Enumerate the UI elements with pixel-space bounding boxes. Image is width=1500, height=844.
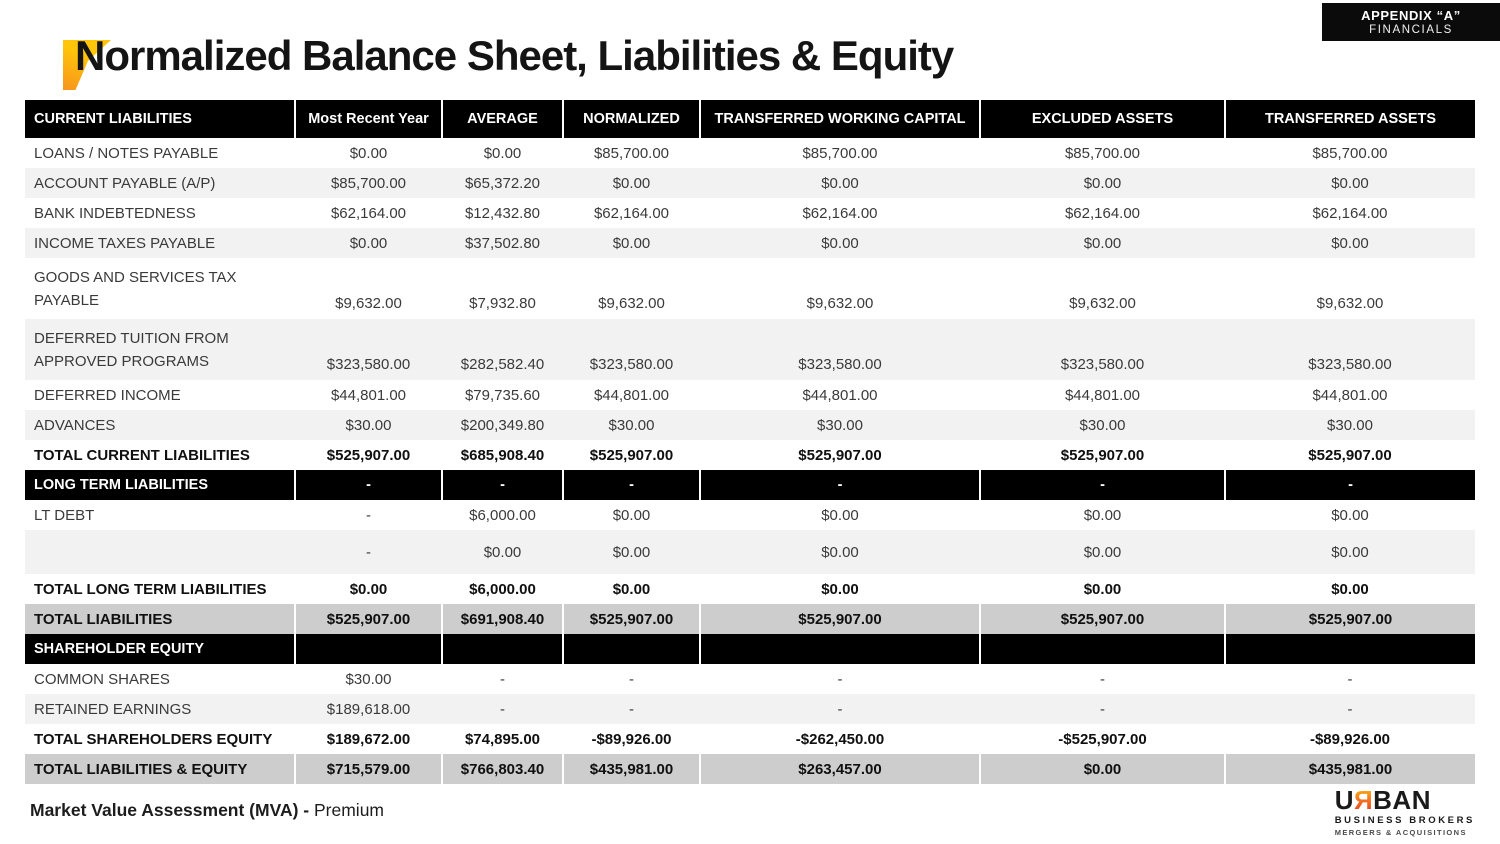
cell-value: $30.00 [563, 410, 700, 440]
cell-value: $62,164.00 [330, 204, 407, 222]
row-label: LOANS / NOTES PAYABLE [34, 144, 219, 162]
cell-value: $715,579.00 [295, 754, 442, 784]
cell-value [980, 634, 1225, 664]
row-label: DEFERRED TUITION FROM APPROVED PROGRAMS [25, 319, 295, 380]
cell-value: - [295, 470, 442, 500]
table-row [25, 380, 1475, 410]
table-body [25, 138, 1475, 784]
cell-value: $0.00 [980, 168, 1225, 198]
section-header-row [25, 470, 1475, 500]
table-row [25, 724, 1475, 754]
cell-value: $525,907.00 [295, 604, 442, 634]
balance-sheet-table-wrap [25, 100, 1475, 784]
cell-value: $74,895.00 [464, 730, 541, 748]
cell-value: $525,907.00 [1060, 446, 1145, 464]
cell-value: - [700, 470, 980, 500]
cell-value: $323,580.00 [1225, 319, 1475, 380]
cell-value: $323,580.00 [700, 319, 980, 380]
table-header-row [25, 100, 1475, 138]
cell-value: $85,700.00 [1312, 144, 1388, 162]
cell-value: $9,632.00 [1316, 295, 1384, 312]
cell-value: $85,700.00 [1064, 144, 1141, 162]
cell-value: - [295, 530, 442, 574]
cell-value: $0.00 [1083, 506, 1122, 524]
row-label: LONG TERM LIABILITIES [25, 470, 295, 500]
logo-line3: MERGERS & ACQUISITIONS [1334, 827, 1467, 837]
logo-wordmark: UЯBAN [1334, 785, 1431, 815]
cell-value: $0.00 [1331, 506, 1369, 524]
cell-value: $65,372.20 [442, 168, 563, 198]
cell-value: $44,801.00 [802, 386, 878, 404]
cell-value: $525,907.00 [1225, 604, 1475, 634]
cell-value: $30.00 [1225, 410, 1475, 440]
cell-value [1225, 634, 1475, 664]
cell-value: - [837, 670, 843, 688]
cell-value: $0.00 [1331, 580, 1369, 598]
row-label: COMMON SHARES [34, 670, 170, 688]
footer-note-regular: Premium [314, 800, 385, 820]
row-label [25, 530, 295, 574]
cell-value: -$89,926.00 [591, 730, 672, 748]
table-row [25, 500, 1475, 530]
cell-value: $37,502.80 [442, 228, 563, 258]
cell-value: $525,907.00 [700, 604, 980, 634]
logo-reversed-r-icon: Я [1353, 785, 1374, 815]
cell-value: $282,582.40 [442, 319, 563, 380]
cell-value: - [980, 694, 1225, 724]
cell-value: - [563, 694, 700, 724]
cell-value: $766,803.40 [442, 754, 563, 784]
cell-value: $9,632.00 [1069, 295, 1136, 312]
cell-value: $44,801.00 [330, 386, 407, 404]
cell-value: $323,580.00 [295, 319, 442, 380]
cell-value: $9,632.00 [335, 295, 402, 312]
row-label: ADVANCES [25, 410, 295, 440]
row-label: SHAREHOLDER EQUITY [25, 634, 295, 664]
cell-value: $30.00 [295, 410, 442, 440]
cell-value [295, 634, 442, 664]
cell-value: $323,580.00 [980, 319, 1225, 380]
cell-value: $44,801.00 [1312, 386, 1388, 404]
column-header: EXCLUDED ASSETS [980, 100, 1225, 138]
cell-value: $0.00 [563, 530, 700, 574]
table-row [25, 604, 1475, 634]
row-label: BANK INDEBTEDNESS [34, 204, 196, 222]
page-title: Normalized Balance Sheet, Liabilities & Equity [75, 32, 954, 79]
cell-value: $0.00 [980, 530, 1225, 574]
cell-value: $0.00 [612, 506, 651, 524]
cell-value: -$525,907.00 [1058, 730, 1147, 748]
table-row [25, 138, 1475, 168]
cell-value: $525,907.00 [326, 446, 411, 464]
table-head [25, 100, 1475, 138]
appendix-badge-subtitle: FINANCIALS [1369, 23, 1453, 36]
column-header-section-label: CURRENT LIABILITIES [25, 100, 295, 138]
table-row [25, 694, 1475, 724]
footer-note-bold: Market Value Assessment (MVA) - [30, 800, 310, 820]
row-label: TOTAL SHAREHOLDERS EQUITY [34, 730, 273, 748]
table-row [25, 440, 1475, 470]
cell-value: $0.00 [821, 506, 859, 524]
table-row [25, 664, 1475, 694]
cell-value: $189,672.00 [326, 730, 411, 748]
cell-value: - [1100, 670, 1105, 688]
cell-value: $0.00 [563, 168, 700, 198]
cell-value: $189,618.00 [295, 694, 442, 724]
company-logo [1335, 787, 1475, 836]
row-label: TOTAL CURRENT LIABILITIES [34, 446, 250, 464]
cell-value: $30.00 [980, 410, 1225, 440]
balance-sheet-table [25, 100, 1475, 784]
cell-value: $62,164.00 [1064, 204, 1141, 222]
row-label: TOTAL LONG TERM LIABILITIES [34, 580, 267, 598]
cell-value: $0.00 [980, 754, 1225, 784]
cell-value: $85,700.00 [802, 144, 878, 162]
column-header: Most Recent Year [295, 100, 442, 138]
cell-value: - [629, 670, 634, 688]
cell-value: $0.00 [1083, 580, 1122, 598]
cell-value: $0.00 [563, 228, 700, 258]
footer-note [30, 800, 384, 821]
cell-value: $0.00 [1225, 228, 1475, 258]
cell-value: - [366, 506, 371, 524]
cell-value: $525,907.00 [980, 604, 1225, 634]
row-label: GOODS AND SERVICES TAX PAYABLE [34, 269, 237, 309]
cell-value: - [1347, 670, 1353, 688]
cell-value: $9,632.00 [806, 295, 874, 312]
cell-value: $525,907.00 [589, 446, 674, 464]
row-label: TOTAL LIABILITIES & EQUITY [25, 754, 295, 784]
cell-value: $44,801.00 [1064, 386, 1141, 404]
cell-value: - [700, 694, 980, 724]
cell-value [563, 634, 700, 664]
row-label: ACCOUNT PAYABLE (A/P) [25, 168, 295, 198]
cell-value: - [1225, 694, 1475, 724]
table-row [25, 198, 1475, 228]
cell-value: $525,907.00 [798, 446, 882, 464]
cell-value: $0.00 [980, 228, 1225, 258]
row-label: TOTAL LIABILITIES [25, 604, 295, 634]
section-header-row [25, 634, 1475, 664]
cell-value: $435,981.00 [1225, 754, 1475, 784]
logo-line2: BUSINESS BROKERS [1334, 815, 1475, 826]
cell-value: $0.00 [700, 168, 980, 198]
table-row [25, 754, 1475, 784]
cell-value: - [442, 470, 563, 500]
cell-value: $0.00 [483, 144, 522, 162]
cell-value: $525,907.00 [1308, 446, 1392, 464]
row-label: RETAINED EARNINGS [25, 694, 295, 724]
column-header: TRANSFERRED ASSETS [1225, 100, 1475, 138]
cell-value: $12,432.80 [464, 204, 541, 222]
cell-value: $6,000.00 [469, 580, 536, 598]
cell-value: $0.00 [1225, 530, 1475, 574]
cell-value: $30.00 [700, 410, 980, 440]
table-row [25, 410, 1475, 440]
table-row [25, 258, 1475, 319]
cell-value: $7,932.80 [469, 295, 536, 312]
table-row [25, 319, 1475, 380]
table-row [25, 530, 1475, 574]
cell-value: $0.00 [349, 580, 388, 598]
cell-value: $62,164.00 [1312, 204, 1388, 222]
cell-value: $200,349.80 [442, 410, 563, 440]
cell-value: - [500, 670, 505, 688]
cell-value: $85,700.00 [593, 144, 670, 162]
cell-value: $44,801.00 [593, 386, 670, 404]
cell-value: $9,632.00 [598, 295, 665, 312]
cell-value: $62,164.00 [802, 204, 878, 222]
cell-value: $323,580.00 [563, 319, 700, 380]
cell-value: -$89,926.00 [1309, 730, 1391, 748]
cell-value: $62,164.00 [593, 204, 670, 222]
cell-value: $79,735.60 [464, 386, 541, 404]
cell-value: $0.00 [821, 580, 859, 598]
row-label: DEFERRED INCOME [34, 386, 181, 404]
appendix-badge [1322, 3, 1500, 41]
cell-value [442, 634, 563, 664]
cell-value: $525,907.00 [563, 604, 700, 634]
cell-value [700, 634, 980, 664]
cell-value: $435,981.00 [563, 754, 700, 784]
table-row [25, 574, 1475, 604]
row-label: LT DEBT [34, 506, 95, 524]
appendix-badge-title: APPENDIX “A” [1361, 7, 1461, 23]
row-label: INCOME TAXES PAYABLE [25, 228, 295, 258]
cell-value: $30.00 [345, 670, 392, 688]
cell-value: - [563, 470, 700, 500]
table-row [25, 168, 1475, 198]
column-header: AVERAGE [442, 100, 563, 138]
cell-value: $0.00 [700, 228, 980, 258]
cell-value: $263,457.00 [700, 754, 980, 784]
cell-value: $0.00 [1225, 168, 1475, 198]
cell-value: $691,908.40 [442, 604, 563, 634]
cell-value: $685,908.40 [460, 446, 545, 464]
column-header: TRANSFERRED WORKING CAPITAL [700, 100, 980, 138]
cell-value: $6,000.00 [469, 506, 536, 524]
cell-value: - [1225, 470, 1475, 500]
column-header: NORMALIZED [563, 100, 700, 138]
cell-value: $0.00 [700, 530, 980, 574]
cell-value: -$262,450.00 [795, 730, 885, 748]
cell-value: - [980, 470, 1225, 500]
cell-value: $0.00 [349, 144, 388, 162]
table-row [25, 228, 1475, 258]
cell-value: $0.00 [442, 530, 563, 574]
cell-value: - [442, 694, 563, 724]
cell-value: $0.00 [612, 580, 651, 598]
cell-value: $0.00 [295, 228, 442, 258]
cell-value: $85,700.00 [295, 168, 442, 198]
